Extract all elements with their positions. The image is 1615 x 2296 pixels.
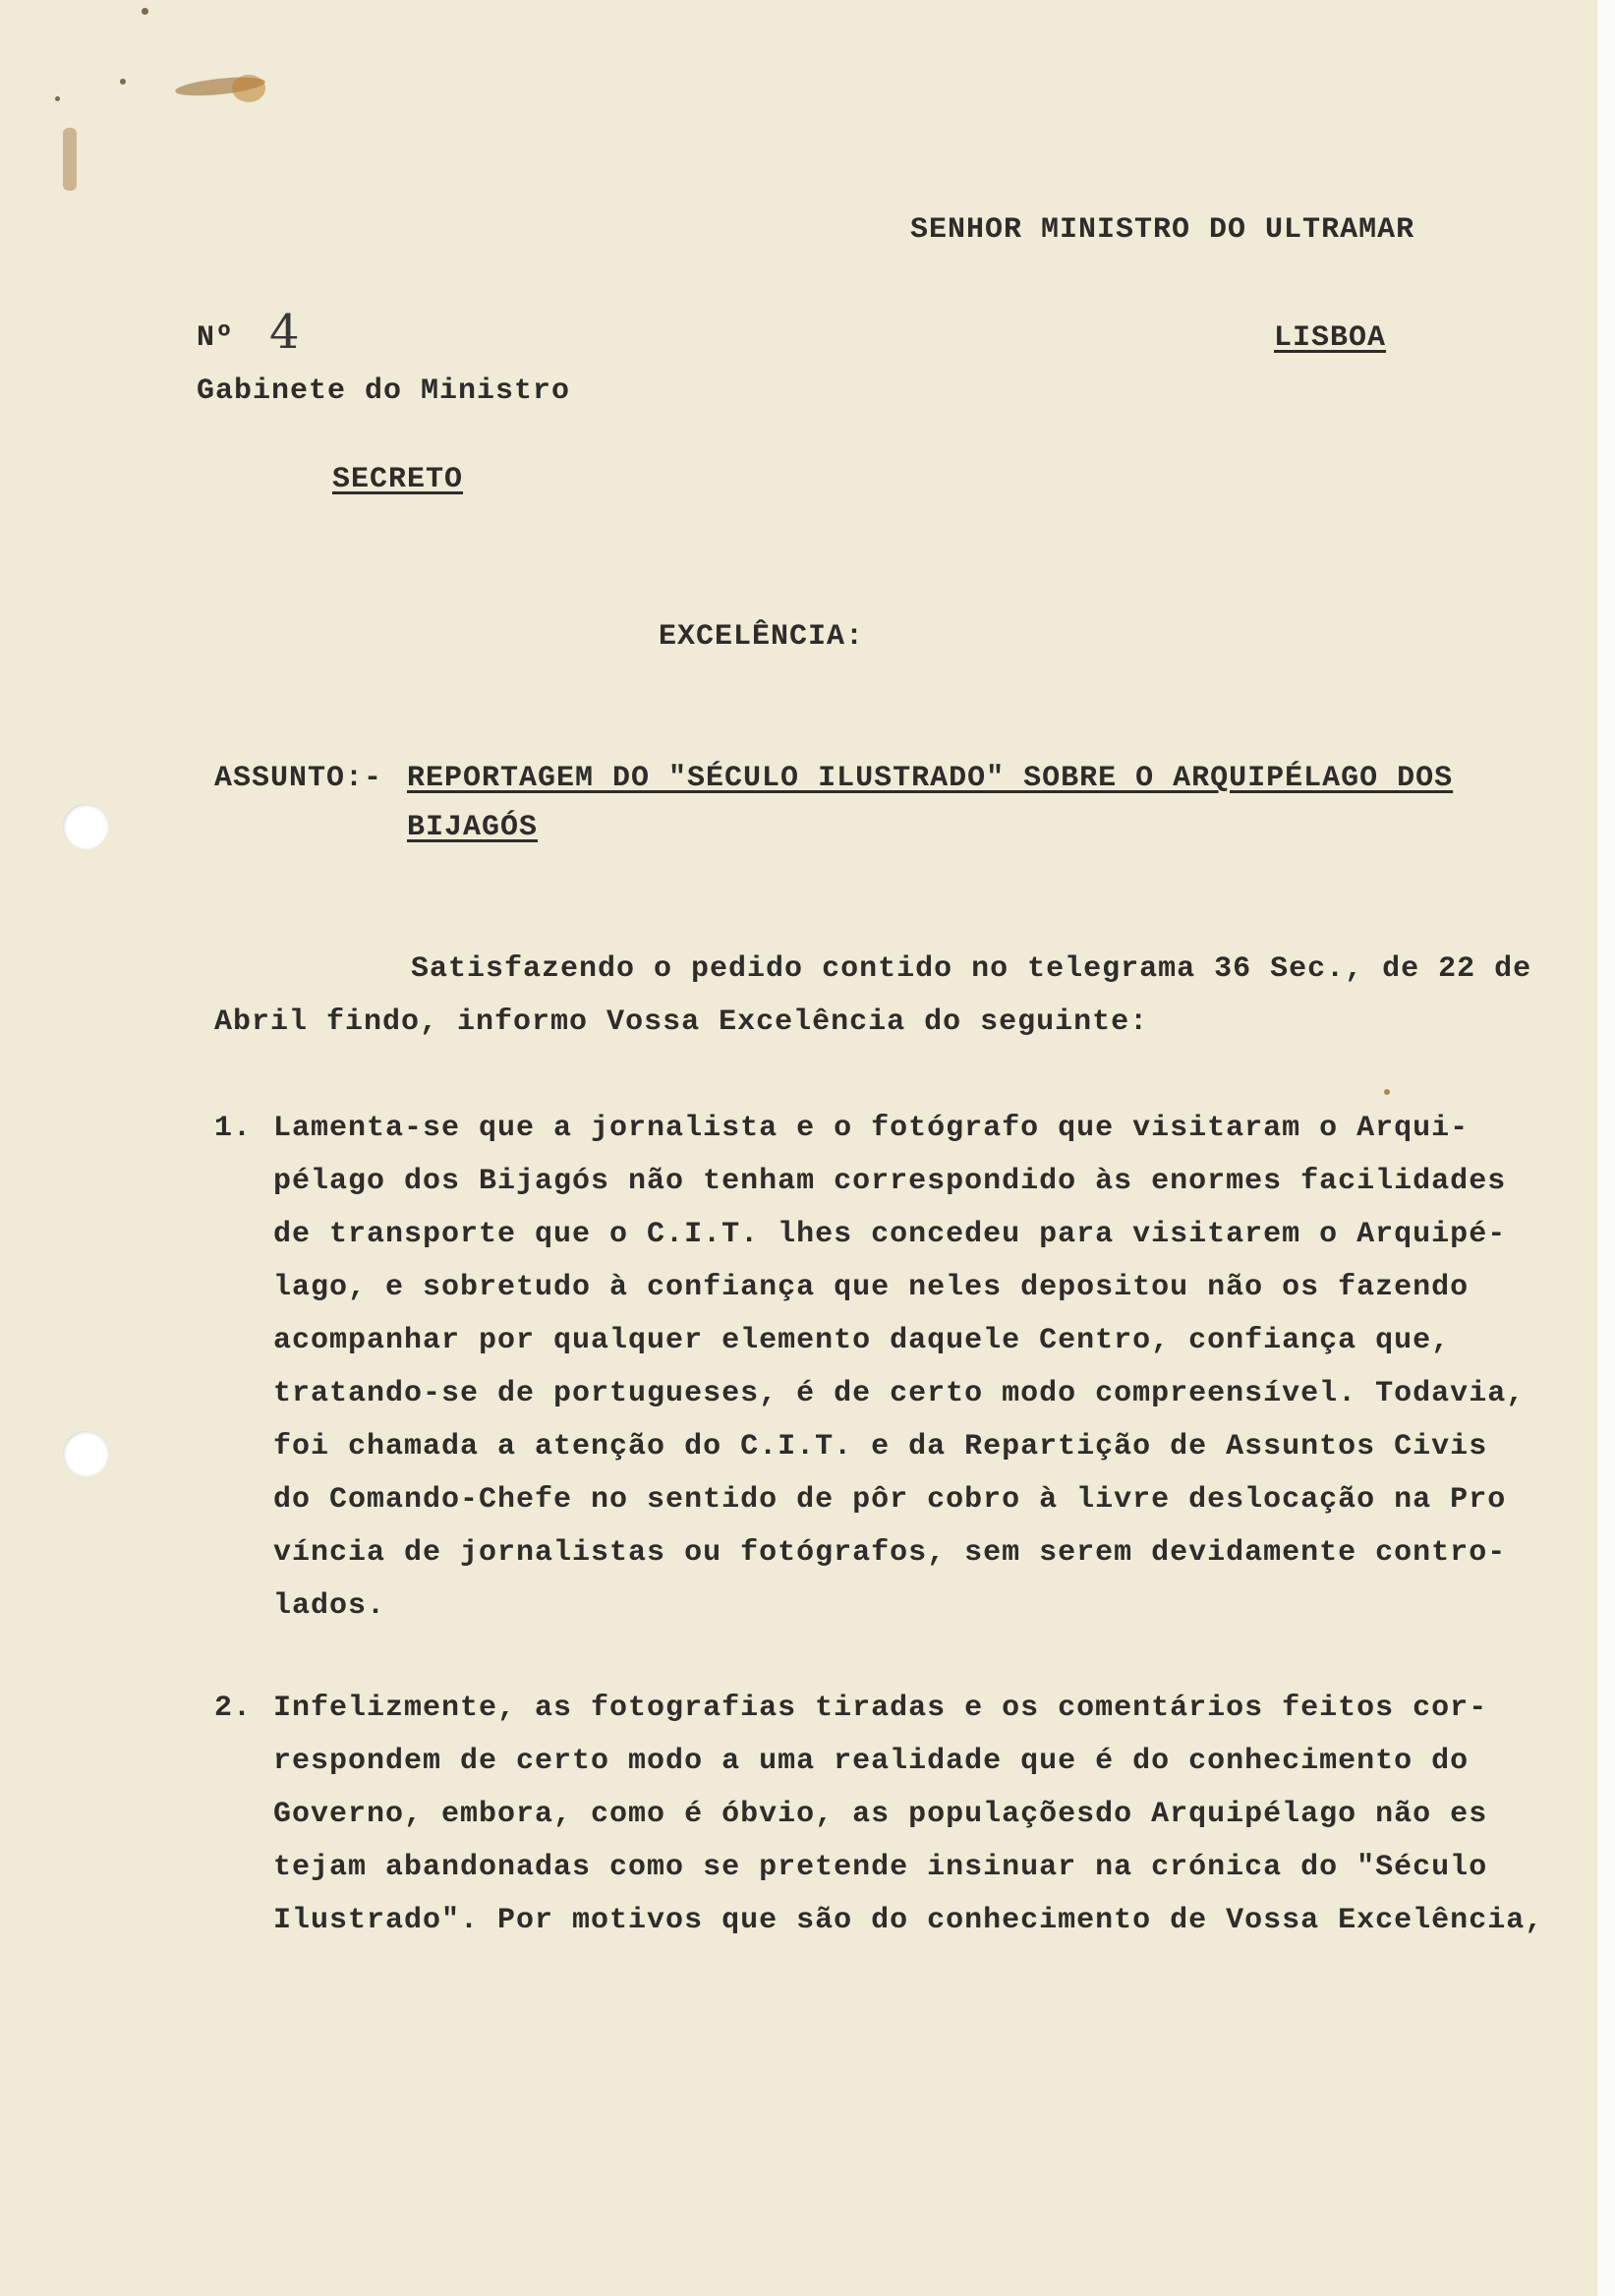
item-line: Governo, embora, como é óbvio, as populaçõesdo Arquipélago não es — [273, 1798, 1488, 1831]
subject-line-2: BIJAGÓS — [407, 811, 539, 844]
item-line: Lamenta-se que a jornalista e o fotógrafo que visitaram o Arqui- — [273, 1112, 1470, 1145]
ink-speck — [55, 96, 60, 101]
subject-line-1: REPORTAGEM DO "SÉCULO ILUSTRADO" SOBRE O ARQUIPÉLAGO DOS — [407, 762, 1454, 795]
number-label: Nº — [197, 321, 235, 355]
city-line: LISBOA — [1274, 321, 1387, 355]
office-line: Gabinete do Ministro — [197, 374, 571, 408]
classification-stamp: SECRETO — [332, 463, 464, 496]
rust-stain — [63, 128, 77, 191]
item-line: respondem de certo modo a uma realidade que é do conhecimento do — [273, 1745, 1470, 1778]
intro-line-2: Abril findo, informo Vossa Excelência do seguinte: — [214, 1005, 1149, 1039]
item-line: tratando-se de portugueses, é de certo modo compreensível. Todavia, — [273, 1377, 1526, 1410]
item-line: Ilustrado". Por motivos que são do conhecimento de Vossa Excelência, — [273, 1904, 1544, 1937]
rust-stain — [232, 75, 265, 102]
ink-speck — [142, 8, 148, 15]
salutation: EXCELÊNCIA: — [659, 620, 865, 654]
item-line: lados. — [273, 1589, 386, 1623]
item-line: tejam abandonadas como se pretende insinuar na crónica do "Século — [273, 1851, 1488, 1884]
recipient-line: SENHOR MINISTRO DO ULTRAMAR — [910, 213, 1415, 247]
intro-line-1: Satisfazendo o pedido contido no telegrama 36 Sec., de 22 de — [411, 952, 1532, 986]
item-line: foi chamada a atenção do C.I.T. e da Repartição de Assuntos Civis — [273, 1430, 1488, 1464]
ink-speck — [120, 79, 126, 85]
item-line: víncia de jornalistas ou fotógrafos, sem serem devidamente contro- — [273, 1536, 1507, 1570]
item-number: 2. — [214, 1692, 253, 1725]
item-line: do Comando-Chefe no sentido de pôr cobro à livre deslocação na Pro — [273, 1483, 1507, 1517]
handwritten-number: 4 — [269, 305, 300, 360]
item-line: pélago dos Bijagós não tenham correspondido às enormes facilidades — [273, 1165, 1507, 1198]
punch-hole — [63, 1431, 108, 1476]
paper-edge — [1597, 0, 1615, 2296]
item-line: de transporte que o C.I.T. lhes concedeu para visitarem o Arquipé- — [273, 1218, 1507, 1251]
subject-label: ASSUNTO:- — [214, 762, 383, 795]
item-line: lago, e sobretudo à confiança que neles depositou não os fazendo — [273, 1271, 1470, 1304]
ink-speck — [1384, 1089, 1390, 1095]
punch-hole — [63, 804, 108, 849]
item-line: Infelizmente, as fotografias tiradas e os comentários feitos cor- — [273, 1692, 1488, 1725]
item-number: 1. — [214, 1112, 253, 1145]
item-line: acompanhar por qualquer elemento daquele Centro, confiança que, — [273, 1324, 1451, 1357]
